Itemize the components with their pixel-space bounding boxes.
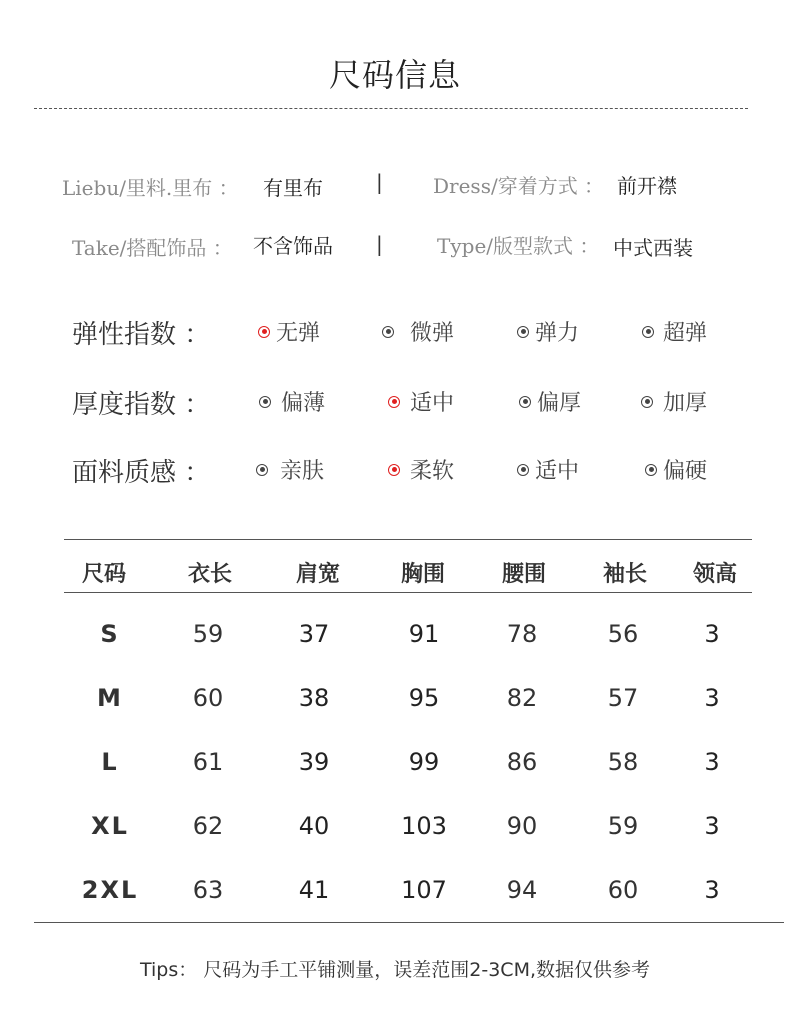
option-item: [259, 386, 325, 417]
table-cell: 62: [192, 812, 224, 840]
option-label: 超弹: [663, 321, 708, 346]
radio-selected-icon: [388, 396, 400, 408]
table-cell: 63: [192, 876, 224, 904]
table-cell: 107: [401, 876, 447, 904]
info-separator: |: [376, 170, 383, 194]
table-cell: 82: [506, 684, 538, 712]
table-cell: 37: [298, 620, 330, 648]
table-cell: 38: [298, 684, 330, 712]
table-bottom-rule: [34, 922, 784, 923]
info-label-take: Take/搭配饰品 ：: [72, 236, 233, 260]
radio-icon: [382, 326, 394, 338]
radio-icon: [645, 464, 657, 476]
table-header-cell: 肩宽: [295, 562, 340, 587]
table-cell: 103: [401, 812, 447, 840]
table-cell: 60: [607, 876, 639, 904]
attr-label-elasticity: 弹性指数 ：: [72, 320, 211, 350]
table-cell: 91: [408, 620, 440, 648]
table-cell: 3: [704, 620, 720, 648]
radio-icon: [642, 326, 654, 338]
radio-icon: [517, 464, 529, 476]
table-cell-size: S: [100, 620, 120, 648]
option-label: 亲肤: [280, 459, 325, 484]
table-cell: 78: [506, 620, 538, 648]
table-header-cell: 袖长: [602, 562, 647, 587]
option-item: [382, 316, 454, 347]
attr-label-thickness: 厚度指数 ：: [72, 390, 211, 420]
info-value-type: 中式西装: [613, 236, 693, 260]
table-cell: 40: [298, 812, 330, 840]
table-header-cell: 衣长: [187, 562, 232, 587]
info-value-lining: 有里布: [263, 176, 323, 200]
info-label-type: Type/版型款式 ：: [437, 234, 600, 258]
table-cell: 58: [607, 748, 639, 776]
option-label: 无弹: [276, 321, 321, 346]
table-cell: 3: [704, 748, 720, 776]
info-value-take: 不含饰品: [253, 234, 333, 258]
page-title: 尺码信息: [328, 56, 461, 94]
table-cell: 86: [506, 748, 538, 776]
table-cell: 59: [607, 812, 639, 840]
tips-note: Tips： 尺码为手工平铺测量，误差范围2-3CM,数据仅供参考: [139, 959, 651, 981]
option-label: 偏硬: [663, 459, 708, 484]
radio-icon: [519, 396, 531, 408]
table-cell: 99: [408, 748, 440, 776]
option-label: 适中: [535, 459, 580, 484]
option-item: [641, 386, 707, 417]
table-cell: 3: [704, 876, 720, 904]
info-value-dress: 前开襟: [617, 174, 677, 198]
table-cell-size: L: [101, 748, 119, 776]
radio-icon: [256, 464, 268, 476]
option-item: [517, 454, 579, 485]
table-top-rule: [64, 539, 752, 540]
table-cell: 39: [298, 748, 330, 776]
table-cell: 3: [704, 812, 720, 840]
table-header-cell: 胸围: [400, 562, 445, 587]
option-item: [519, 386, 581, 417]
info-separator: |: [376, 232, 383, 256]
option-label: 弹力: [535, 321, 580, 346]
table-cell: 60: [192, 684, 224, 712]
table-cell: 56: [607, 620, 639, 648]
table-header-cell: 尺码: [81, 562, 126, 587]
option-item: [388, 386, 454, 417]
option-label: 偏厚: [537, 391, 582, 416]
table-cell-size: 2XL: [81, 876, 139, 904]
option-label: 微弹: [410, 321, 455, 346]
option-item: [517, 316, 579, 347]
option-item: [256, 454, 324, 485]
table-cell: 57: [607, 684, 639, 712]
radio-selected-icon: [388, 464, 400, 476]
info-label-dress: Dress/穿着方式 ：: [433, 174, 605, 198]
option-label: 偏薄: [281, 391, 326, 416]
table-cell-size: XL: [91, 812, 129, 840]
radio-selected-icon: [258, 326, 270, 338]
option-item: [645, 454, 707, 485]
table-cell: 3: [704, 684, 720, 712]
table-cell: 61: [192, 748, 224, 776]
option-label: 适中: [410, 391, 455, 416]
table-cell: 90: [506, 812, 538, 840]
table-cell: 59: [192, 620, 224, 648]
option-item: [642, 316, 707, 347]
radio-icon: [517, 326, 529, 338]
table-header-cell: 腰围: [501, 562, 546, 587]
radio-icon: [259, 396, 271, 408]
dashed-divider: [34, 108, 748, 109]
info-label-lining: Liebu/里料.里布 ：: [62, 176, 239, 200]
table-cell: 41: [298, 876, 330, 904]
option-label: 加厚: [663, 391, 708, 416]
table-header-rule: [64, 592, 752, 593]
table-cell-size: M: [97, 684, 123, 712]
table-cell: 95: [408, 684, 440, 712]
radio-icon: [641, 396, 653, 408]
option-label: 柔软: [410, 459, 455, 484]
table-cell: 94: [506, 876, 538, 904]
attr-label-texture: 面料质感 ：: [72, 458, 211, 488]
table-header-cell: 领高: [692, 562, 737, 587]
option-item: [258, 316, 320, 347]
option-item: [388, 454, 454, 485]
